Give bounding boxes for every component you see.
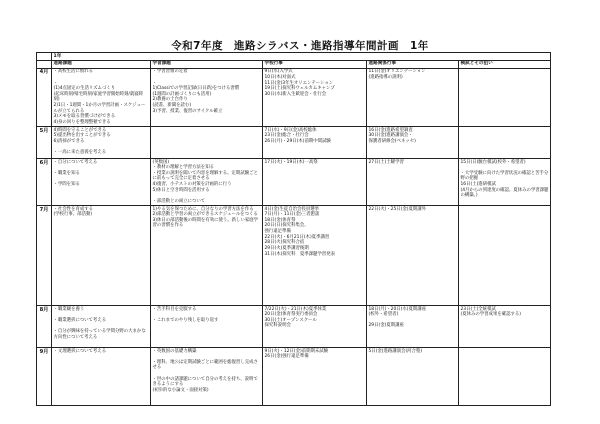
study-task-cell bbox=[151, 206, 263, 306]
grade-header-row bbox=[37, 53, 551, 61]
column-header-career-task: 進路課題 bbox=[52, 60, 151, 68]
career-task-cell bbox=[52, 348, 151, 406]
cell-text: 22日(火)・25日(金)夏期講外 bbox=[368, 206, 427, 212]
career-task-cell bbox=[52, 206, 151, 306]
career-events-cell bbox=[367, 348, 459, 406]
school-events-cell bbox=[263, 206, 367, 306]
study-task-cell bbox=[151, 127, 263, 159]
career-events-cell bbox=[367, 159, 459, 206]
mock-exams-cell bbox=[459, 68, 551, 126]
header-blank-2 bbox=[37, 60, 52, 68]
column-header-study-task: 学習課題 bbox=[151, 60, 263, 68]
cell-text: ・学習習慣の定着 ・ 1)Classiでの学習記録(日日新)をつける習慣 (1週間の計画づくりにも活用) 2)教養の土台作り (読書、新聞を読む) 3)予習、授業、復習のサイクル確立 bbox=[152, 69, 240, 114]
syllabus-table bbox=[36, 52, 551, 406]
column-header-row bbox=[37, 60, 551, 68]
month-label: 4月 bbox=[37, 68, 52, 126]
month-row bbox=[37, 306, 551, 348]
school-events-cell bbox=[263, 348, 367, 406]
cell-text: 9日(火)・12日(金)前期期末試験 26日(金)強行遠足準備 bbox=[264, 348, 329, 360]
cell-text: ・苦手科目を克服する ・これまでのやり残しを取り返す bbox=[152, 306, 219, 323]
career-events-cell bbox=[367, 127, 459, 159]
cell-text: 5日(金)進路講演会(河合塾) bbox=[368, 348, 423, 354]
column-header-mock-exams: 模試とその狙い bbox=[459, 60, 551, 68]
cell-text: 11日(金)オリエンテーション (進路指導の説明) bbox=[368, 69, 426, 80]
cell-text: ・文理選択について考える bbox=[53, 348, 107, 354]
school-events-cell bbox=[263, 68, 367, 126]
month-label: 7月 bbox=[37, 206, 52, 306]
career-task-cell bbox=[52, 159, 151, 206]
column-header-school-events: 学校行事 bbox=[263, 60, 367, 68]
cell-text: 17日(火)・19日(木)一高祭 bbox=[264, 159, 318, 165]
mock-exams-cell bbox=[459, 127, 551, 159]
mock-exams-cell bbox=[459, 159, 551, 206]
school-events-cell bbox=[263, 127, 367, 159]
cell-text: 4日(金)生徒自治会役員選挙 7日(月)・11日(金)三者懇談 18日(金)体育祭 20日(日)探究科集会、 強行遠足準備 22日(火)・6月21日(木)夏季講習 28日(火)探究科合宿 29日(火)夏季講習後期 31日(木)探究科 夏季課題学習発表 bbox=[264, 206, 335, 257]
month-label: 9月 bbox=[37, 348, 52, 406]
cell-text: 1)やる気を保つために、自分なりの学習方法を作る 2)部活動と学習の両立ができるスケジュールをつくる 3)休日の部活動後の時間を有効に使う。新しい家庭学習の習慣を作る bbox=[152, 206, 258, 229]
cell-text: 9日(水)入学式 10日(木)対面式 11日(金)3年生オリエンテーション 19日(土)探究科ウェルカムキャンプ 30日(水)新入生歓迎会・壮行会 bbox=[264, 69, 335, 97]
career-task-cell bbox=[52, 127, 151, 159]
study-task-cell bbox=[151, 68, 263, 126]
cell-text: 15日(日)駿台模試(校外・希望者) ・大学受験に向けた学習状況の確認と苦手分野の把握 16日(土)進研模試 (4月からの到達度の確認。夏休みの学習課題の構築。) bbox=[460, 159, 549, 199]
cell-text: ・高校生活に慣れる ・ (1)4点固定の生活リズムづくり (起床時刻/帰宅時刻/家庭学習開始時刻/就寝時刻) 2)1日・1週間・1か月の学習計画・スケジュールが立てられる 3)メモを取る習慣づけができる 4)身の回りを整理整頓できる bbox=[53, 69, 146, 125]
career-task-cell bbox=[52, 68, 151, 126]
month-row bbox=[37, 159, 551, 206]
cell-text: 7/22日(火)・21日(木)夏季休業 20日(金)体育祭実行委員会 30日(土)オープンスクール 探究科説明会 bbox=[264, 306, 327, 329]
header-blank bbox=[37, 53, 52, 61]
cell-text: 18日(月)・20日(水)夏期講座 (校外・希望者) 29日(金)夏期講座 bbox=[368, 306, 427, 329]
month-row bbox=[37, 68, 551, 126]
cell-text: ・自分について考える ・職業を知る ・学問を知る bbox=[53, 159, 98, 187]
school-events-cell bbox=[263, 306, 367, 348]
column-header-career-events: 進路関係行事 bbox=[367, 60, 459, 68]
cell-text: 16日(金)進路希望調査 30日(金)進路講演会・ 保護者研修会(ベネッセ) bbox=[368, 127, 416, 144]
career-events-cell bbox=[367, 206, 459, 306]
month-row bbox=[37, 127, 551, 159]
mock-exams-cell bbox=[459, 306, 551, 348]
month-label: 6月 bbox=[37, 159, 52, 206]
school-events-cell bbox=[263, 159, 367, 206]
cell-text: 7日(水)・9日(金)高校総体 23日(金)総合・壮行会 26日(月)・29日(木)前期中間試験 bbox=[264, 127, 331, 144]
cell-text: ・英数国の基礎力構築 ・理科、地公は定期試験ごとに範囲を総復習し完成させる ・世の中の諸課題について自分の考えを持ち、説明できるようにする (初歩的な小論文・面接対策) bbox=[152, 348, 258, 393]
career-events-cell bbox=[367, 306, 459, 348]
month-label: 8月 bbox=[37, 306, 52, 348]
cell-text: 4)時間を守ることができる 5)提出物を出すことができる 6)清掃ができる ・一高に来た意義を考える bbox=[53, 127, 111, 155]
cell-text: 27日(土)土曜学習 bbox=[368, 159, 404, 165]
month-row bbox=[37, 348, 551, 406]
cell-text: (英数国) ・教材の理解と学習方法を知る ・授業の説明を聞いて内容を理解する。定期試験ごとに前もって完全に定着させる 4)復習、小テストの対策を計画的に行う 5)休日と空き時間を活用する ・部活動との両立について bbox=[152, 159, 258, 204]
study-task-cell bbox=[151, 306, 263, 348]
month-row bbox=[37, 206, 551, 306]
mock-exams-cell bbox=[459, 206, 551, 306]
cell-text: ・社会性を育成する (学校行事、部活動) bbox=[53, 206, 94, 218]
month-label: 5月 bbox=[37, 127, 52, 159]
study-task-cell bbox=[151, 159, 263, 206]
career-task-cell bbox=[52, 306, 151, 348]
grade-label: 1年 bbox=[52, 53, 551, 61]
study-task-cell bbox=[151, 348, 263, 406]
page-title: 令和7年度 進路シラバス・進路指導年間計画 1年 bbox=[171, 40, 429, 52]
mock-exams-cell bbox=[459, 348, 551, 406]
cell-text: 23日(土)全統模試 (夏休みの学習成果を確認する) bbox=[460, 306, 522, 318]
cell-text: ・職業観を養う ・職業選択について考える ・自分が興味を持っている学問分野の大まかな方向性について考える bbox=[53, 306, 146, 340]
career-events-cell bbox=[367, 68, 459, 126]
